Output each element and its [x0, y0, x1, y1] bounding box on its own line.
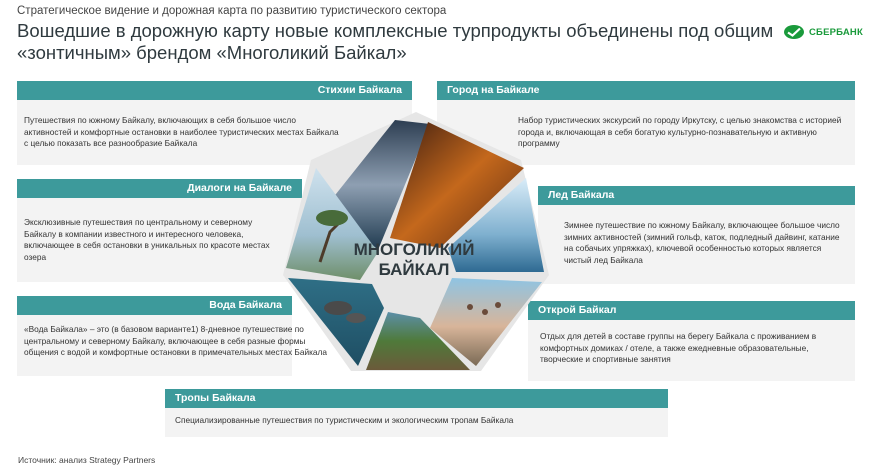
desc-voda: «Вода Байкала» – это (в базовом варианте1) 8-дневное путешествие по центральному и северному Байкалу, включающее в себя разные формы общения с водой и комфортные остановки в примечательных местах Байкала — [24, 324, 327, 357]
header-voda: Вода Байкала — [17, 296, 292, 315]
page-subtitle: Стратегическое видение и дорожная карта по развитию туристического сектора — [17, 5, 447, 17]
center-label-line2: БАЙКАЛ — [378, 260, 450, 279]
header-dialogi: Диалоги на Байкале — [17, 179, 302, 198]
header-gorod: Город на Байкале — [437, 81, 855, 100]
page-title: Вошедшие в дорожную карту новые комплексные турпродукты объединены под общим «зонтичным» брендом «Многоликий Байкал» — [17, 20, 774, 63]
center-label-line1: МНОГОЛИКИЙ — [353, 240, 475, 259]
source-note: Источник: анализ Strategy Partners — [18, 455, 156, 465]
sberbank-logo — [783, 24, 863, 40]
logo-text: СБЕРБАНК — [809, 26, 863, 38]
sberbank-logo-icon — [783, 24, 805, 40]
desc-tropy: Специализированные путешествия по туристическим и экологическим тропам Байкала — [175, 415, 514, 425]
header-led: Лед Байкала — [538, 186, 855, 205]
header-otkroi: Открой Байкал — [528, 301, 855, 320]
desc-dialogi: Эксклюзивные путешествия по центральному и северному Байкалу в компании известного и интересного человека, включающее в себя остановки в уникальных по красоте местах озера — [24, 217, 270, 262]
desc-gorod: Набор туристических экскурсий по городу Иркутску, с целью знакомства с историей города и, включающая в себя богатую культурно-познавательную и активную программу — [518, 115, 842, 148]
header-tropy: Тропы Байкала — [165, 389, 668, 408]
central-collage — [280, 112, 552, 392]
desc-led: Зимнее путешествие по южному Байкалу, включающее большое число зимних активностей (зимний гольф, каток, подледный дайвинг, катание на собачьих упряжках), ключевой особенностью которых является чистый лед Байкала — [564, 220, 840, 265]
desc-stikhii: Путешествия по южному Байкалу, включающих в себя большое число активностей и комфортные остановки в наиболее туристических местах Байкала с целью показать все разнообразие Байкала — [24, 115, 339, 148]
desc-otkroi: Отдых для детей в составе группы на берегу Байкала с проживанием в комфортных домиках / отеле, а также ежедневные образовательные, творческие и спортивные занятия — [540, 331, 817, 364]
header-stikhii: Стихии Байкала — [17, 81, 412, 100]
